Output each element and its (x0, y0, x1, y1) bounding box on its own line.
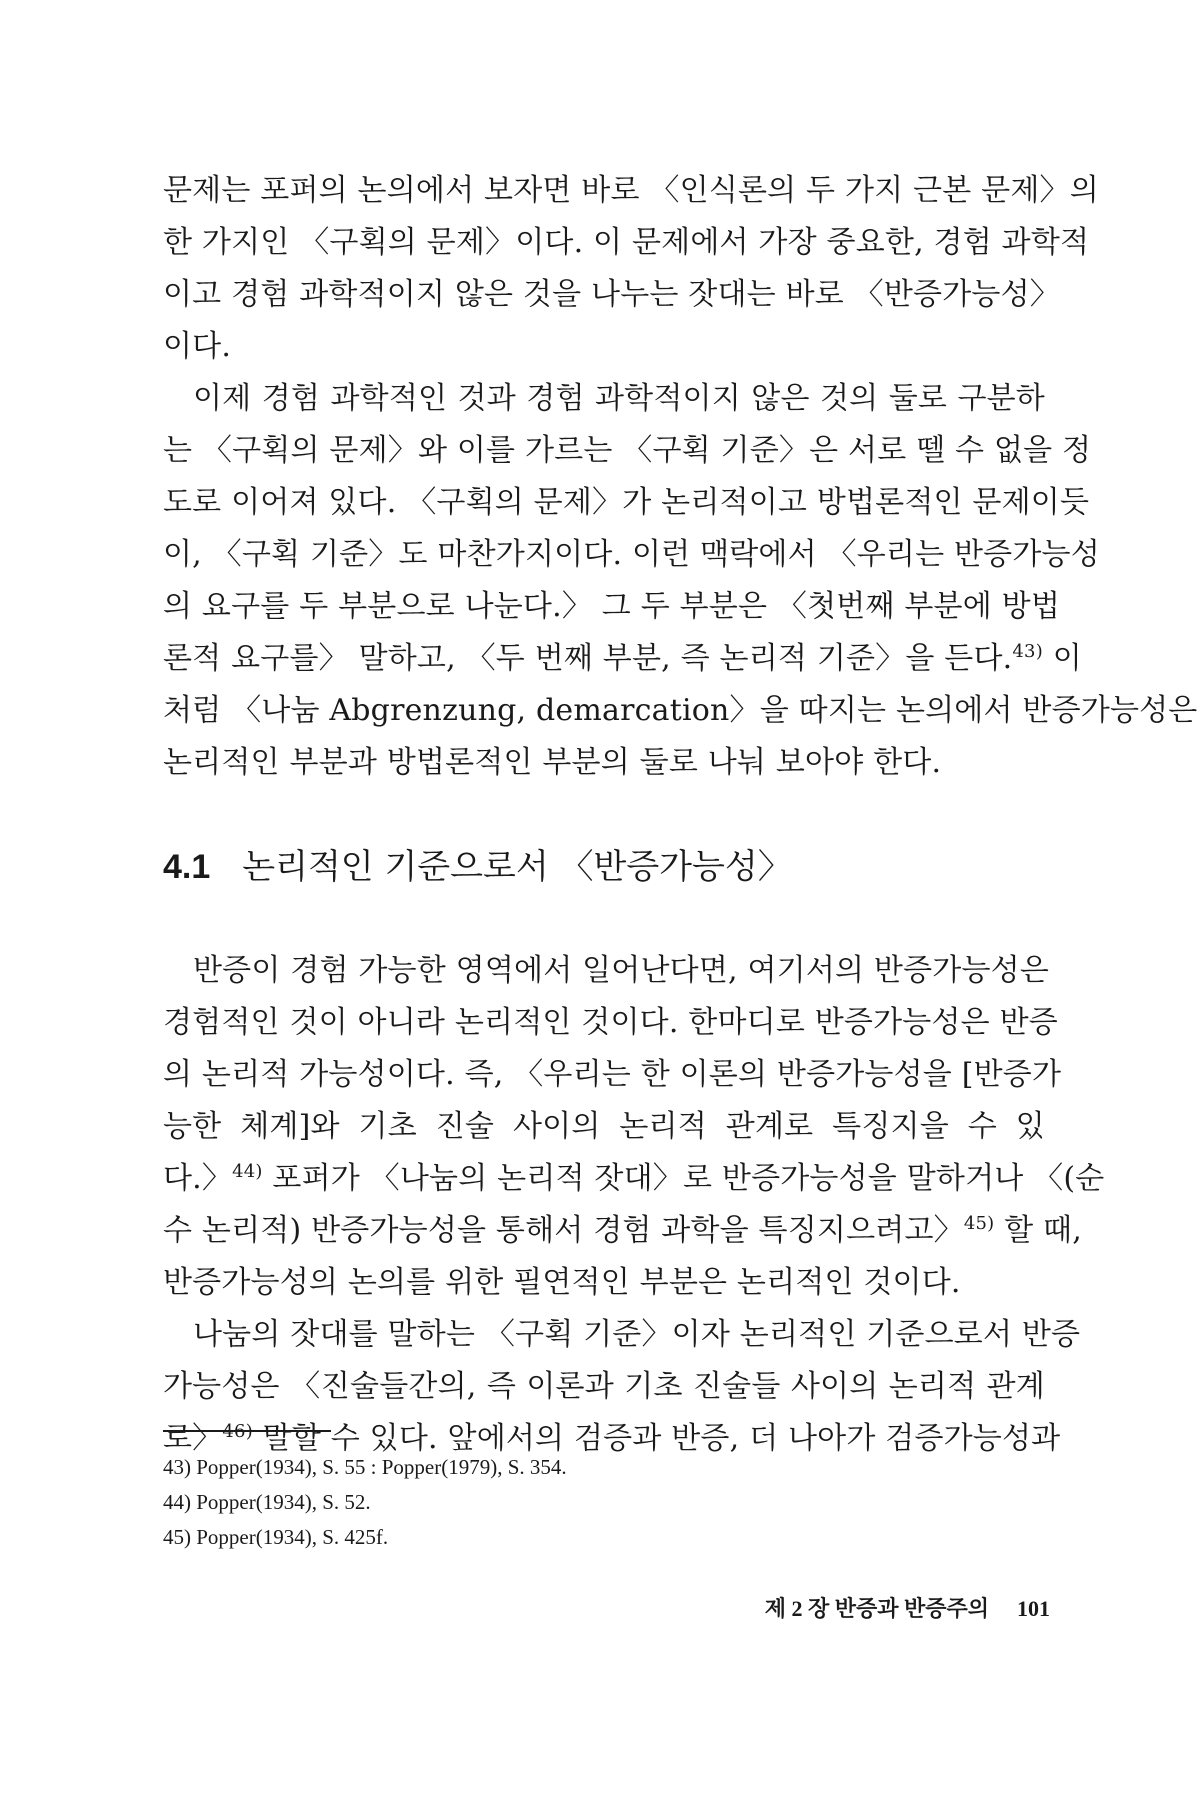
text-line: 처럼 〈나눔 Abgrenzung, demarcation〉을 따지는 논의에서 반증가능성은 (163, 693, 1198, 728)
section-title: 논리적인 기준으로서 〈반증가능성〉 (242, 847, 792, 887)
page-body (163, 165, 1198, 1465)
text-line-with-footnote (163, 1153, 1105, 1205)
paragraph-3 (163, 945, 1105, 1309)
text-line: 한 가지인 〈구획의 문제〉이다. 이 문제에서 가장 중요한, 경험 과학적 (163, 225, 1090, 260)
chapter-title: 제 2 장 반증과 반증주의 (764, 1596, 989, 1621)
paragraph-1 (163, 165, 1099, 373)
running-footer (765, 1592, 1050, 1623)
text-line: 반증가능성의 논의를 위한 필연적인 부분은 논리적인 것이다. (163, 1265, 961, 1300)
footnote-ref-43[interactable]: 43) (1012, 641, 1043, 662)
text-segment: 론적 요구를〉 말하고, 〈두 번째 부분, 즉 논리적 기준〉을 든다. (163, 641, 1013, 676)
text-line: 도로 이어져 있다. 〈구획의 문제〉가 논리적이고 방법론적인 문제이듯 (163, 485, 1090, 520)
text-line: 이제 경험 과학적인 것과 경험 과학적이지 않은 것의 둘로 구분하 (193, 381, 1045, 416)
footnote-divider (163, 1430, 331, 1432)
footnote-ref-44[interactable]: 44) (232, 1161, 263, 1182)
section-number: 4.1 (163, 848, 211, 886)
text-line: 의 요구를 두 부분으로 나눈다.〉 그 두 부분은 〈첫번째 부분에 방법 (163, 589, 1060, 624)
page-number: 101 (1017, 1596, 1050, 1621)
footnote-45: 45) Popper(1934), S. 425f. (163, 1525, 389, 1549)
text-line: 는 〈구획의 문제〉와 이를 가르는 〈구획 기준〉은 서로 뗄 수 없을 정 (163, 433, 1092, 468)
text-line: 반증이 경험 가능한 영역에서 일어난다면, 여기서의 반증가능성은 (193, 953, 1050, 988)
text-line: 문제는 포퍼의 논의에서 보자면 바로 〈인식론의 두 가지 근본 문제〉의 (163, 173, 1099, 208)
text-segment: 다.〉 (163, 1161, 233, 1196)
footnote-ref-45[interactable]: 45) (963, 1213, 995, 1234)
section-heading (163, 841, 1045, 893)
footnote-44: 44) Popper(1934), S. 52. (163, 1490, 371, 1514)
footnote-ref-46[interactable]: 46) (222, 1421, 253, 1442)
text-line: 이고 경험 과학적이지 않은 것을 나누는 잣대는 바로 〈반증가능성〉 (163, 277, 1060, 312)
paragraph-2 (163, 373, 1198, 789)
footnote-43: 43) Popper(1934), S. 55 : Popper(1979), S. 354. (163, 1455, 567, 1479)
text-line: 나눔의 잣대를 말하는 〈구획 기준〉이자 논리적인 기준으로서 반증 (193, 1317, 1081, 1352)
text-segment: 포퍼가 〈나눔의 논리적 잣대〉로 반증가능성을 말하거나 〈(순 (262, 1161, 1105, 1196)
text-line: 의 논리적 가능성이다. 즉, 〈우리는 한 이론의 반증가능성을 [반증가 (163, 1057, 1062, 1092)
text-line: 능한 체계]와 기초 진술 사이의 논리적 관계로 특징지을 수 있 (163, 1109, 1045, 1144)
text-segment: 로〉 (163, 1421, 223, 1456)
text-segment: 수 논리적) 반증가능성을 통해서 경험 과학을 특징지으려고〉 (163, 1213, 964, 1248)
text-line-with-footnote (163, 1205, 1082, 1257)
text-line: 경험적인 것이 아니라 논리적인 것이다. 한마디로 반증가능성은 반증 (163, 1005, 1058, 1040)
text-line: 이, 〈구획 기준〉도 마찬가지이다. 이런 맥락에서 〈우리는 반증가능성 (163, 537, 1100, 572)
text-line-with-footnote (163, 633, 1082, 685)
text-segment: 이 (1052, 641, 1082, 676)
text-line: 논리적인 부분과 방법론적인 부분의 둘로 나눠 보아야 한다. (163, 745, 942, 780)
paragraph-4 (163, 1309, 1081, 1465)
text-segment: 말할 수 있다. 앞에서의 검증과 반증, 더 나아가 검증가능성과 (262, 1421, 1061, 1456)
footnotes (163, 1450, 567, 1555)
text-segment: 할 때, (994, 1213, 1082, 1248)
text-line: 이다. (163, 329, 232, 364)
text-line: 가능성은 〈진술들간의, 즉 이론과 기초 진술들 사이의 논리적 관계 (163, 1369, 1045, 1404)
